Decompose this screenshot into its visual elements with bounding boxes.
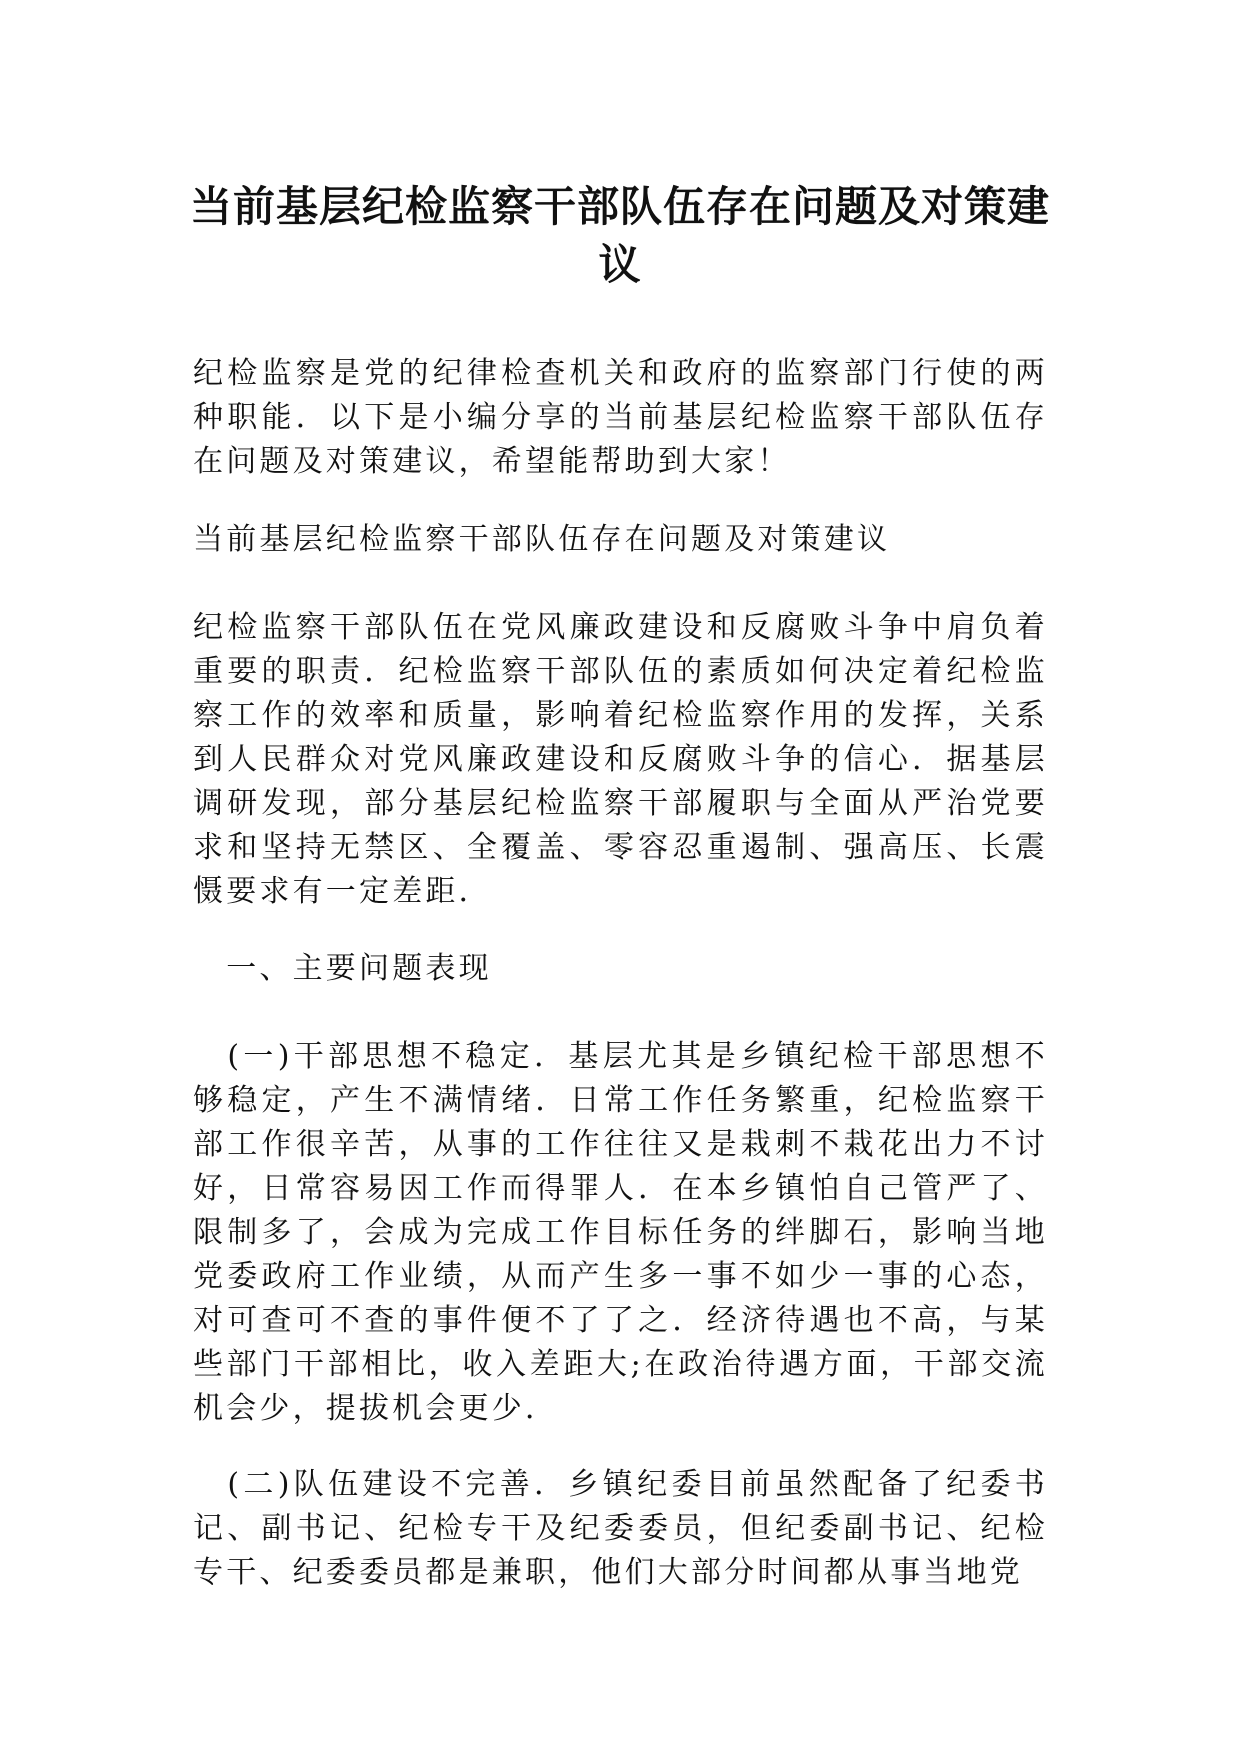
problem-item-2: (二)队伍建设不完善．乡镇纪委目前虽然配备了纪委书记、副书记、纪检专干及纪委委员，但纪委副书记、纪检专干、纪委委员都是兼职，他们大部分时间都从事当地党 [193,1467,1048,1590]
document-title: 当前基层纪检监察干部队伍存在问题及对策建议 [190,182,1051,289]
body-paragraph: 纪检监察干部队伍在党风廉政建设和反腐败斗争中肩负着重要的职责．纪检监察干部队伍的素质如何决定着纪检监察工作的效率和质量，影响着纪检监察作用的发挥，关系到人民群众对党风廉政建设和反腐败斗争的信心．据基层调研发现，部分基层纪检监察干部履职与全面从严治党要求和坚持无禁区、全覆盖、零容忍重遏制、强高压、长震慑要求有一定差距． [193,610,1048,909]
problem-item-1: (一)干部思想不稳定．基层尤其是乡镇纪检干部思想不够稳定，产生不满情绪．日常工作任务繁重，纪检监察干部工作很辛苦，从事的工作往往又是栽刺不栽花出力不讨好，日常容易因工作而得罪人．在本乡镇怕自己管严了、限制多了，会成为完成工作目标任务的绊脚石，影响当地党委政府工作业绩，从而产生多一事不如少一事的心态，对可查可不查的事件便不了了之．经济待遇也不高，与某些部门干部相比，收入差距大;在政治待遇方面，干部交流机会少，提拔机会更少． [193,1039,1048,1426]
subtitle-paragraph: 当前基层纪检监察干部队伍存在问题及对策建议 [193,522,891,557]
intro-paragraph: 纪检监察是党的纪律检查机关和政府的监察部门行使的两种职能．以下是小编分享的当前基层纪检监察干部队伍存在问题及对策建议，希望能帮助到大家！ [193,356,1048,479]
section-heading: 一、主要问题表现 [193,951,492,986]
